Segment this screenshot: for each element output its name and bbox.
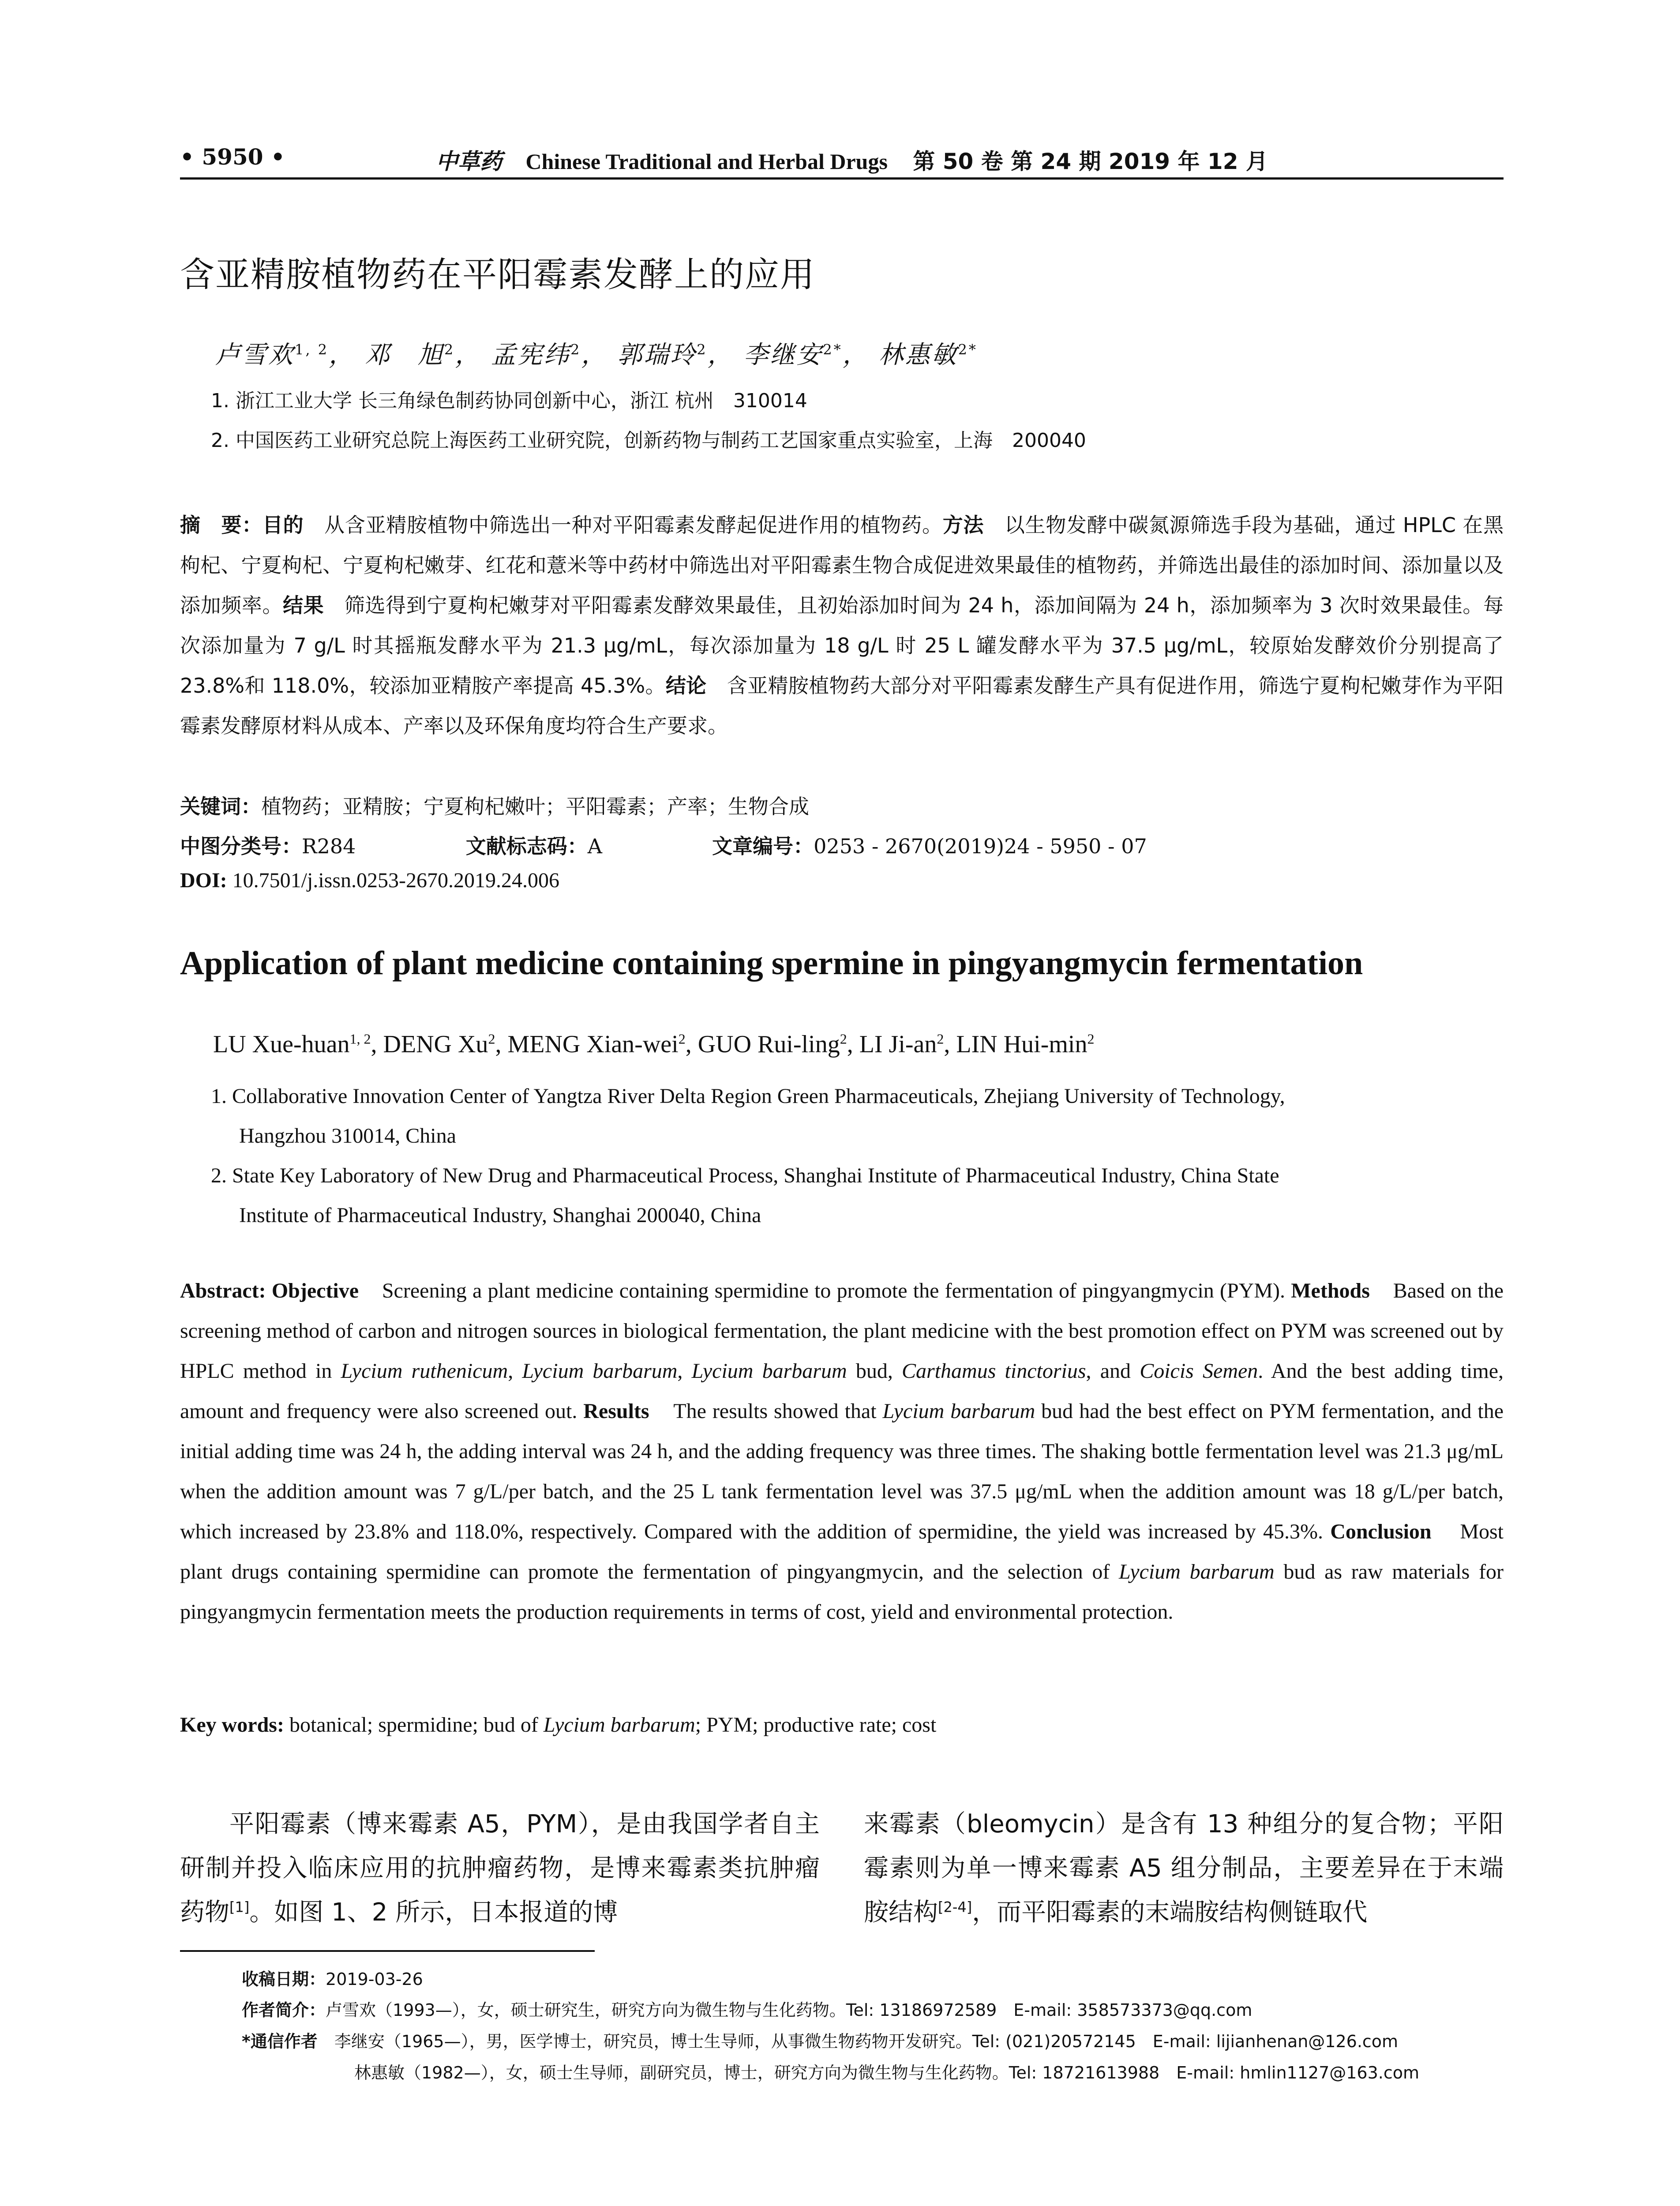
affiliation-cn-1: 1. 浙江工业大学 长三角绿色制药协同创新中心，浙江 杭州 310014 — [211, 390, 807, 412]
classification-line: 中图分类号：R284 文献标志码：A 文章编号：0253 - 2670(2019)24 - 5950 - 07 — [180, 834, 1147, 858]
author-cn: 孟宪纬 — [491, 341, 571, 369]
methods-label: 方法 — [942, 513, 984, 537]
affiliation-en-1: 1. Collaborative Innovation Center of Yangtza River Delta Region Green Pharmaceuticals, Zhejiang University of Technology, Hangzhou 310014, China — [211, 1084, 1285, 1148]
keywords-en: Key words: botanical; spermidine; bud of Lycium barbarum; PYM; productive rate; cost — [180, 1713, 937, 1737]
results-label: 结果 — [283, 593, 324, 617]
objective-label: 目的 — [262, 513, 304, 537]
authors-cn: 卢雪欢$^{1, 2}$， 邓 旭$^2$， 孟宪纬$^2$， 郭瑞玲$^2$， 李继安$^{2*}$， 林惠敏$^{2*}$ — [215, 341, 978, 369]
footnote-corresponding-2: 林惠敏（1982—），女，硕士生导师，副研究员，博士，研究方向为微生物与生化药物。Tel: 18721613988 E-mail: hmlin1127@163.com — [354, 2063, 1420, 2082]
keywords-cn: 关键词：植物药；亚精胺；宁夏枸杞嫩叶；平阳霉素；产率；生物合成 — [180, 795, 809, 818]
footnote-rule — [180, 1950, 595, 1952]
journal-title — [436, 144, 1268, 176]
footnote-corresponding-1: *通信作者 李继安（1965—），男，医学博士，研究员，博士生导师，从事微生物药物开发研究。Tel: (021)20572145 E-mail: lijianhenan@126.com — [242, 2032, 1399, 2051]
journal-title-en: Chinese Traditional and Herbal Drugs — [525, 149, 888, 174]
author-cn: 李继安 — [743, 341, 823, 369]
doi-line: DOI: 10.7501/j.issn.0253-2670.2019.24.006 — [180, 869, 560, 892]
journal-title-cn: 中草药 — [436, 148, 502, 174]
running-header — [180, 140, 1504, 180]
page-number: • 5950 • — [180, 144, 285, 170]
footnote-bio: 作者简介：卢雪欢（1993—），女，硕士研究生，研究方向为微生物与生化药物。Tel: 13186972589 E-mail: 358573373@qq.com — [242, 2000, 1252, 2020]
abstract-cn: 摘 要：目的 从含亚精胺植物中筛选出一种对平阳霉素发酵起促进作用的植物药。方法 以生物发酵中碳氮源筛选手段为基础，通过 HPLC 在黑枸杞、宁夏枸杞、宁夏枸杞嫩芽、红花和薏米等中药材中筛选出对平阳霉素生物合成促进效果最佳的植物药，并筛选出最佳的添加时间、添加量以及添加频率。结果 筛选得到宁夏枸杞嫩芽对平阳霉素发酵效果最佳，且初始添加时间为 24 h，添加间隔为 24 h，添加频率为 3 次时效果最佳。每次添加量为 7 g/L 时其摇瓶发酵水平为 21.3 μg/mL，每次添加量为 18 g/L 时 25 L 罐发酵水平为 37.5 μg/mL，较原始发酵效价分别提高了 23.8%和 118.0%，较添加亚精胺产率提高 45.3%。结论 含亚精胺植物药大部分对平阳霉素发酵生产具有促进作用，筛选宁夏枸杞嫩芽作为平阳霉素发酵原材料从成本、产率以及环保角度均符合生产要求。 — [180, 513, 1504, 738]
authors-en: LU Xue-huan$^{1, 2}$, DENG Xu$^2$, MENG Xian-wei$^2$, GUO Rui-ling$^2$, LI $Ji-an^2$, LIN Hui-$\min^2$ — [213, 1031, 1095, 1058]
journal-issue: 第 50 卷 第 24 期 2019 年 12 月 — [913, 149, 1268, 174]
footnote-received: 收稿日期：2019-03-26 — [242, 1970, 423, 1989]
doi-value: 10.7501/j.issn.0253-2670.2019.24.006 — [232, 869, 560, 892]
title-cn: 含亚精胺植物药在平阳霉素发酵上的应用 — [180, 255, 816, 295]
title-en: Application of plant medicine containing spermine in pingyangmycin fermentation — [180, 945, 1363, 982]
conclusion-label: 结论 — [665, 674, 707, 698]
affiliation-en-2: 2. State Key Laboratory of New Drug and Pharmaceutical Process, Shanghai Institute of Pharmaceutical Industry, China State Institute of Pharmaceutical Industry, Shanghai 200040, China — [211, 1164, 1279, 1227]
abstract-en: Abstract: Objective Screening a plant medicine containing spermidine to promote the fermentation of pingyangmycin (PYM). Methods Based on the screening method of carbon and nitrogen sources in biological fermentation, the plant medicine with the best promotion effect on PYM was screened out by HPLC method in Lycium ruthenicum, Lycium barbarum, Lycium barbarum bud, Carthamus tinctorius, and Coicis Semen. And the best adding time, amount and frequency were also screened out. Results The results showed that Lycium barbarum bud had the best effect on PYM fermentation, and the initial adding time was 24 h, the adding interval was 24 h, and the adding frequency was three times. The shaking bottle fermentation level was 21.3 μg/mL when the addition amount was 7 g/L/per batch, and the 25 L tank fermentation level was 37.5 μg/mL when the addition amount was 18 g/L/per batch, which increased by 23.8% and 118.0%, respectively. Compared with the addition of spermidine, the yield was increased by 45.3%. Conclusion Most plant drugs containing spermidine can promote the fermentation of pingyangmycin, and the selection of Lycium barbarum bud as raw materials for pingyangmycin fermentation meets the production requirements in terms of cost, yield and environmental protection. — [180, 1279, 1504, 1624]
author-cn: 邓 旭 — [364, 341, 444, 369]
affiliation-cn-2: 2. 中国医药工业研究总院上海医药工业研究院，创新药物与制药工艺国家重点实验室，上海 200040 — [211, 429, 1086, 452]
body-column-left: 平阳霉素（博来霉素 A5，PYM），是由我国学者自主研制并投入临床应用的抗肿瘤药物，是博来霉素类抗肿瘤药物[1]。如图 1、2 所示，日本报道的博 — [180, 1810, 820, 1927]
paper-page — [180, 0, 1504, 2206]
author-cn: 卢雪欢 — [215, 341, 295, 369]
author-cn: 林惠敏 — [878, 341, 958, 369]
body-column-right: 来霉素（bleomycin）是含有 13 种组分的复合物；平阳霉素则为单一博来霉素 A5 组分制品，主要差异在于末端胺结构[2-4]，而平阳霉素的末端胺结构侧链取代 — [864, 1810, 1504, 1927]
author-cn: 郭瑞玲 — [617, 341, 697, 369]
